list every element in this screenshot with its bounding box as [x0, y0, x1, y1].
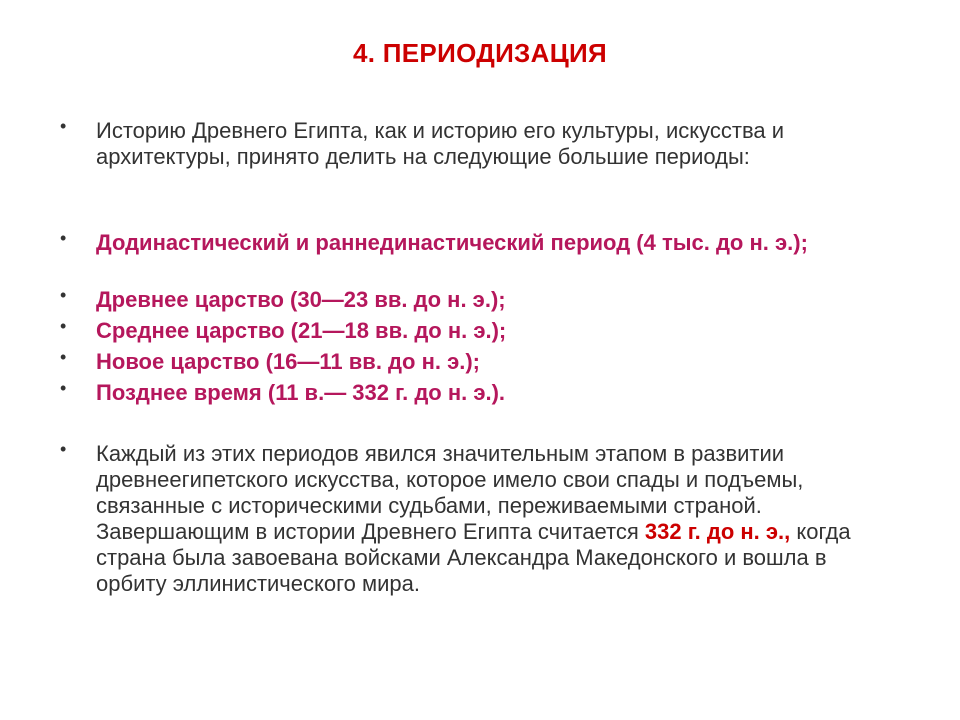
period-text: Позднее время (11 в.— 332 г. до н. э.). [96, 380, 506, 405]
conclusion-before: Каждый из этих периодов явился значительным этапом в развитии древнеегипетского искусства, которое имело свои спады и подъемы, связанные с историческими судьбами, переживаемыми страной. Завершающим в истории Древнего Египта считается [96, 441, 804, 544]
bullet-dot: • [60, 378, 67, 398]
bullet-dot: • [60, 285, 67, 305]
period-text: Среднее царство (21—18 вв. до н. э.); [96, 318, 507, 343]
conclusion-highlight: 332 г. до н. э., [644, 519, 791, 544]
slide-title: 4. ПЕРИОДИЗАЦИЯ [353, 38, 607, 68]
bullet-dot: • [60, 116, 67, 136]
period-text: Древнее царство (30—23 вв. до н. э.); [96, 287, 506, 312]
bullet-dot: • [60, 228, 67, 248]
period-text: Додинастический и раннединастический период (4 тыс. до н. э.); [96, 230, 808, 255]
period-text: Новое царство (16—11 вв. до н. э.); [96, 349, 480, 374]
conclusion-after: когда страна была завоевана войсками Александра Македонского и вошла в орбиту эллинистического мира. [96, 519, 851, 596]
bullet-dot: • [60, 316, 67, 336]
conclusion-text [96, 441, 856, 597]
intro-text: Историю Древнего Египта, как и историю его культуры, искусства и архитектуры, принято делить на следующие большие периоды: [96, 118, 785, 169]
bullet-dot: • [60, 439, 67, 459]
bullet-dot: • [60, 347, 67, 367]
